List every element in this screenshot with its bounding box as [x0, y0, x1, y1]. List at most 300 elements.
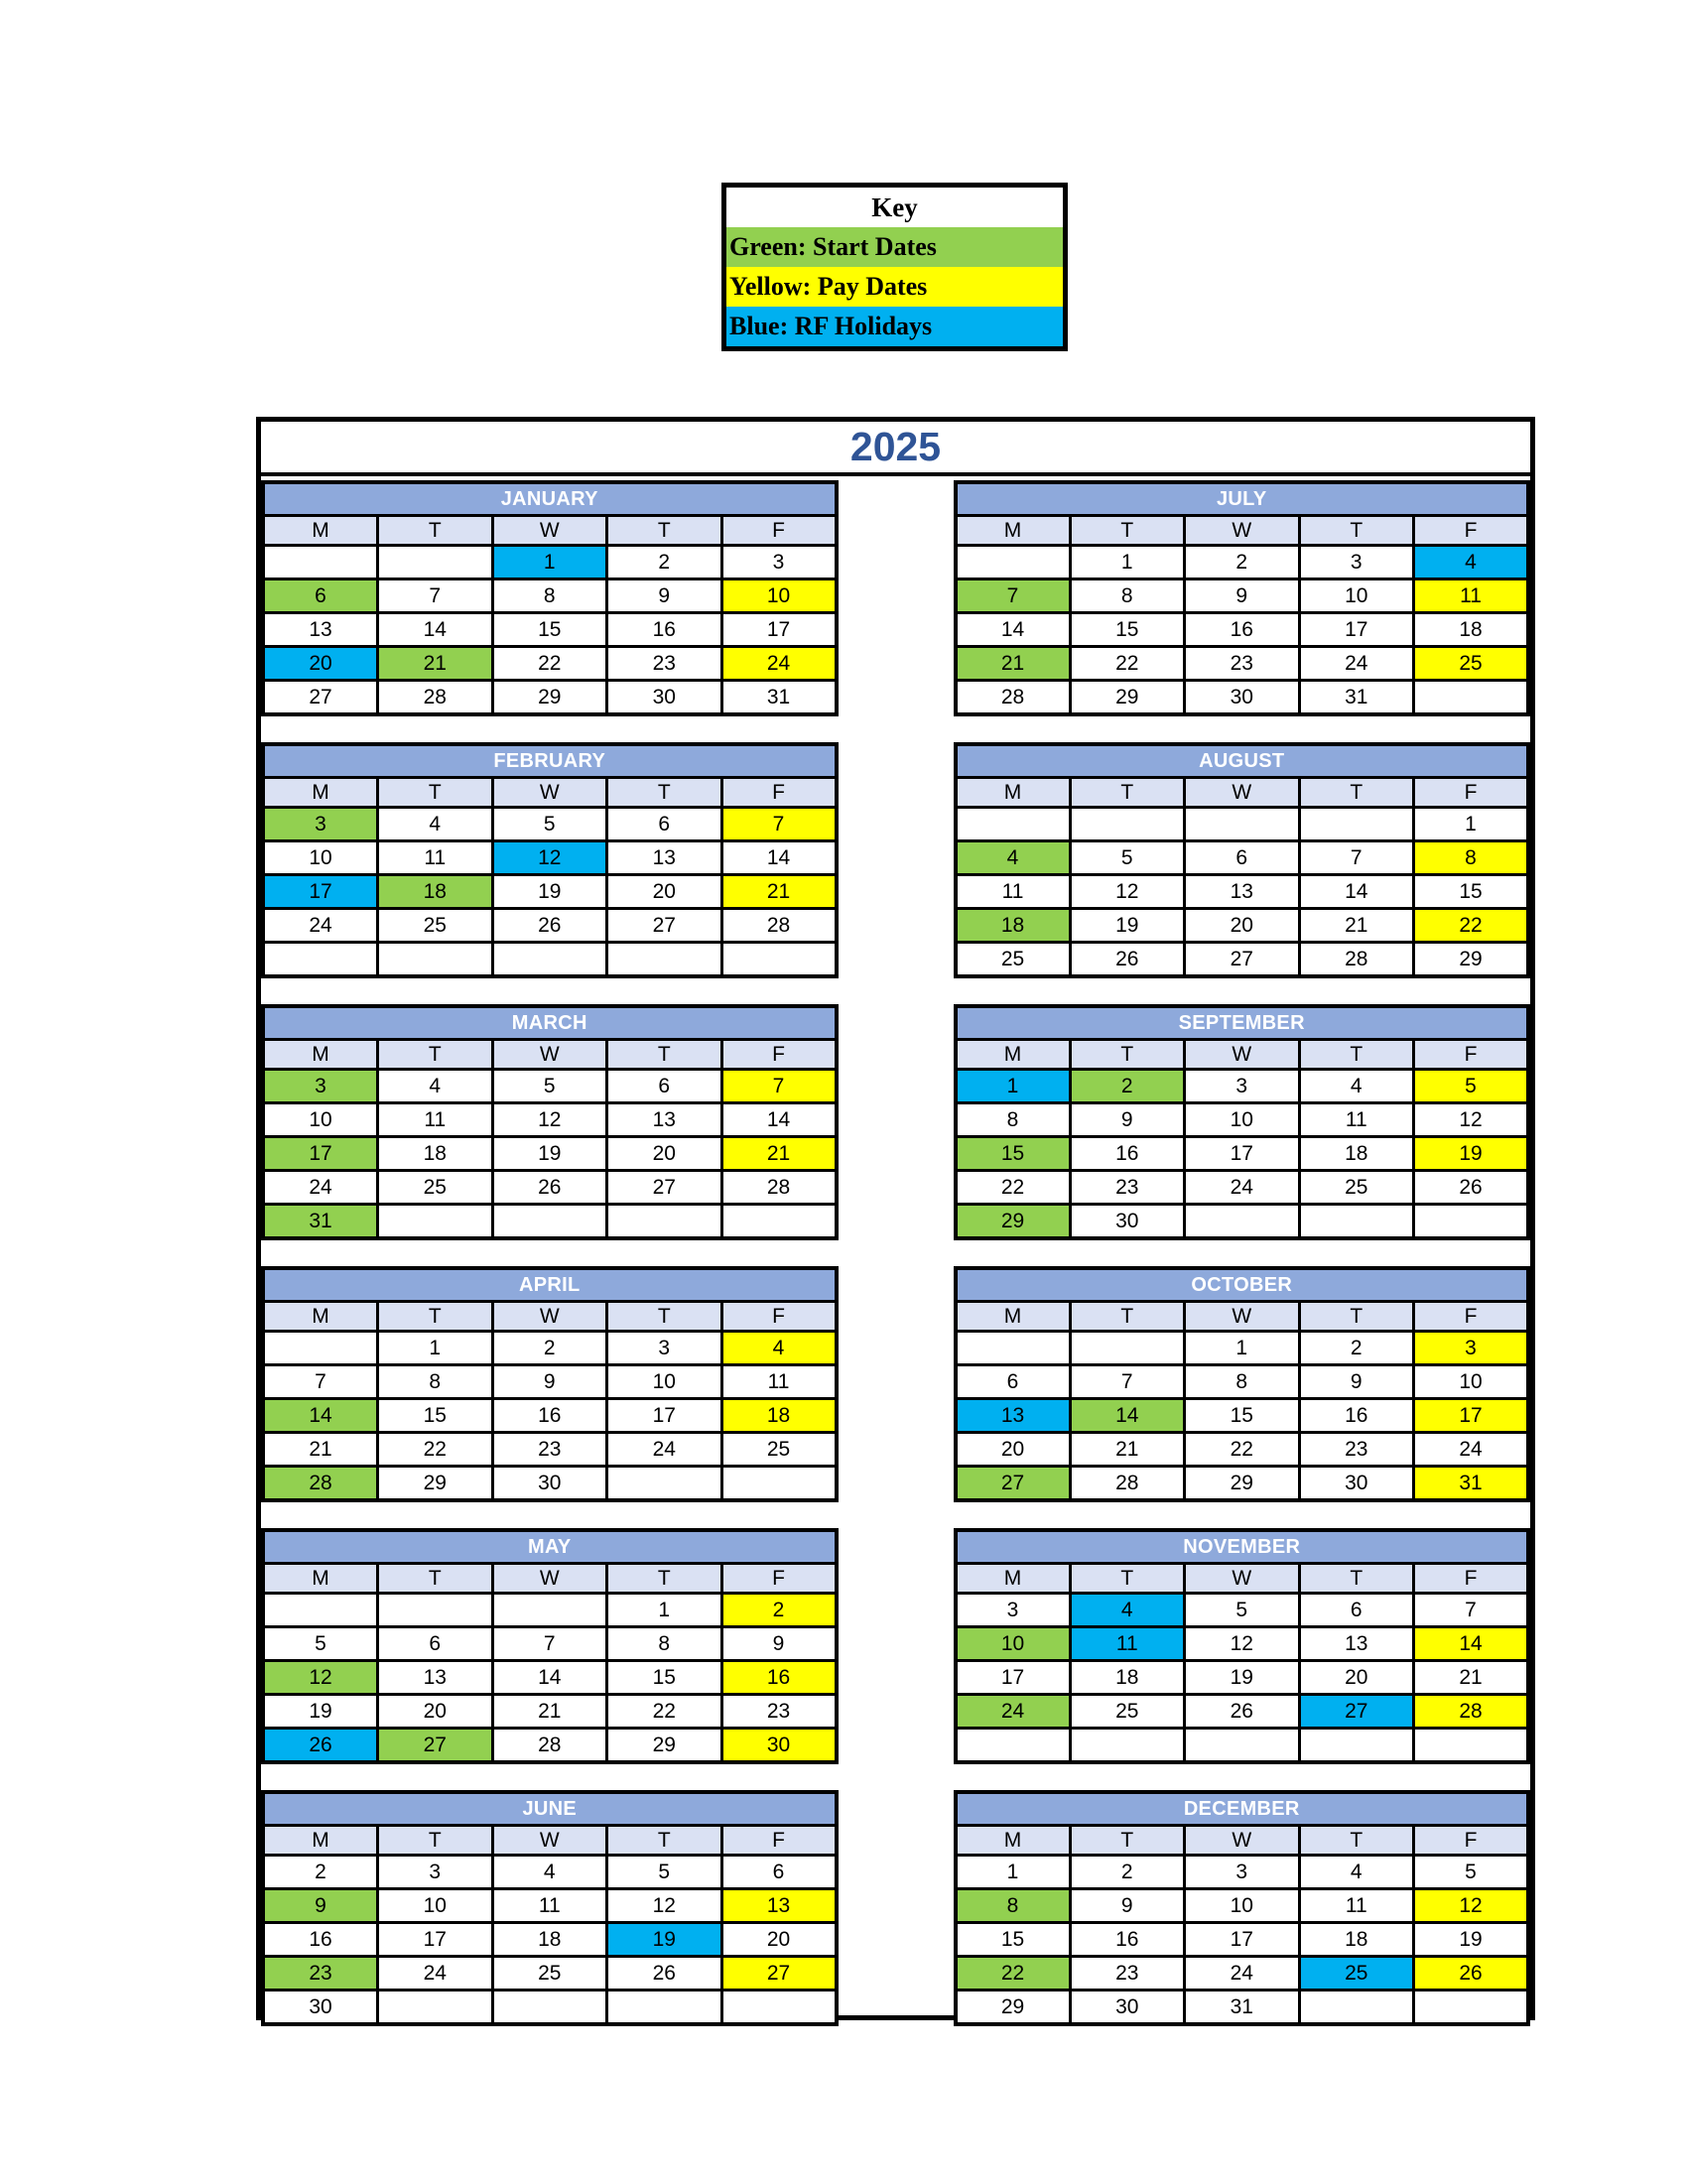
date-cell: 23 — [1070, 1957, 1185, 1991]
date-cell: 11 — [492, 1889, 607, 1923]
date-cell: 4 — [1414, 546, 1529, 579]
date-cell: 5 — [492, 1070, 607, 1103]
date-cell: 7 — [1299, 841, 1414, 875]
date-cell: 7 — [721, 1070, 837, 1103]
empty-cell — [492, 943, 607, 977]
empty-cell — [956, 808, 1071, 841]
date-cell: 22 — [378, 1433, 493, 1467]
empty-cell — [721, 1991, 837, 2025]
date-cell: 23 — [492, 1433, 607, 1467]
date-cell: 9 — [263, 1889, 378, 1923]
weekday-header: F — [1414, 1826, 1529, 1856]
date-cell: 2 — [1299, 1332, 1414, 1365]
month-title: DECEMBER — [956, 1792, 1529, 1826]
date-cell: 5 — [1185, 1594, 1300, 1627]
date-cell: 16 — [1070, 1923, 1185, 1957]
date-cell: 4 — [1299, 1070, 1414, 1103]
date-cell: 22 — [1414, 909, 1529, 943]
date-cell: 11 — [956, 875, 1071, 909]
empty-cell — [1299, 808, 1414, 841]
date-cell: 30 — [1185, 681, 1300, 715]
weekday-header: W — [1185, 1826, 1300, 1856]
date-cell: 14 — [1414, 1627, 1529, 1661]
month-title: OCTOBER — [956, 1268, 1529, 1302]
date-cell: 8 — [956, 1889, 1071, 1923]
weekday-header: T — [607, 778, 722, 808]
weekday-header: T — [1070, 778, 1185, 808]
date-cell: 28 — [1070, 1467, 1185, 1501]
date-cell: 7 — [1070, 1365, 1185, 1399]
date-cell: 15 — [956, 1923, 1071, 1957]
date-cell: 26 — [1414, 1171, 1529, 1205]
date-cell: 21 — [1414, 1661, 1529, 1695]
date-cell: 12 — [1414, 1103, 1529, 1137]
weekday-header: M — [956, 1826, 1071, 1856]
date-cell: 4 — [956, 841, 1071, 875]
date-cell: 3 — [1299, 546, 1414, 579]
date-cell: 16 — [1185, 613, 1300, 647]
date-cell: 23 — [263, 1957, 378, 1991]
date-cell: 26 — [607, 1957, 722, 1991]
empty-cell — [1070, 1729, 1185, 1763]
date-cell: 28 — [263, 1467, 378, 1501]
date-cell: 21 — [378, 647, 493, 681]
date-cell: 3 — [607, 1332, 722, 1365]
date-cell: 10 — [607, 1365, 722, 1399]
date-cell: 15 — [378, 1399, 493, 1433]
date-cell: 18 — [956, 909, 1071, 943]
date-cell: 12 — [1070, 875, 1185, 909]
date-cell: 29 — [378, 1467, 493, 1501]
date-cell: 10 — [1414, 1365, 1529, 1399]
date-cell: 22 — [492, 647, 607, 681]
date-cell: 20 — [607, 875, 722, 909]
date-cell: 17 — [1185, 1137, 1300, 1171]
empty-cell — [721, 943, 837, 977]
weekday-header: M — [956, 1564, 1071, 1594]
weekday-header: T — [1299, 1302, 1414, 1332]
date-cell: 10 — [263, 1103, 378, 1137]
date-cell: 20 — [1185, 909, 1300, 943]
empty-cell — [721, 1205, 837, 1239]
date-cell: 19 — [1414, 1923, 1529, 1957]
weekday-header: T — [1070, 1826, 1185, 1856]
date-cell: 19 — [1414, 1137, 1529, 1171]
weekday-header: F — [721, 778, 837, 808]
date-cell: 17 — [1299, 613, 1414, 647]
date-cell: 11 — [721, 1365, 837, 1399]
date-cell: 6 — [607, 808, 722, 841]
weekday-header: T — [607, 1302, 722, 1332]
weekday-header: W — [1185, 516, 1300, 546]
date-cell: 13 — [607, 1103, 722, 1137]
date-cell: 2 — [1185, 546, 1300, 579]
date-cell: 10 — [1185, 1103, 1300, 1137]
date-cell: 20 — [378, 1695, 493, 1729]
date-cell: 13 — [378, 1661, 493, 1695]
empty-cell — [607, 1467, 722, 1501]
weekday-header: F — [1414, 516, 1529, 546]
date-cell: 26 — [1185, 1695, 1300, 1729]
month-january — [261, 480, 839, 716]
year-title: 2025 — [261, 422, 1530, 476]
date-cell: 4 — [378, 1070, 493, 1103]
empty-cell — [1414, 681, 1529, 715]
date-cell: 27 — [956, 1467, 1071, 1501]
date-cell: 24 — [1185, 1171, 1300, 1205]
month-title: MAY — [263, 1530, 837, 1564]
weekday-header: F — [721, 1040, 837, 1070]
month-may — [261, 1528, 839, 1764]
date-cell: 11 — [378, 841, 493, 875]
date-cell: 24 — [721, 647, 837, 681]
weekday-header: T — [1070, 516, 1185, 546]
date-cell: 24 — [263, 1171, 378, 1205]
date-cell: 1 — [607, 1594, 722, 1627]
date-cell: 26 — [492, 1171, 607, 1205]
empty-cell — [1414, 1205, 1529, 1239]
month-march — [261, 1004, 839, 1240]
date-cell: 22 — [607, 1695, 722, 1729]
date-cell: 23 — [1070, 1171, 1185, 1205]
date-cell: 4 — [721, 1332, 837, 1365]
date-cell: 10 — [721, 579, 837, 613]
date-cell: 12 — [492, 1103, 607, 1137]
date-cell: 30 — [1299, 1467, 1414, 1501]
date-cell: 9 — [1185, 579, 1300, 613]
date-cell: 16 — [263, 1923, 378, 1957]
weekday-header: W — [492, 778, 607, 808]
date-cell: 10 — [956, 1627, 1071, 1661]
date-cell: 9 — [721, 1627, 837, 1661]
date-cell: 26 — [492, 909, 607, 943]
weekday-header: W — [492, 1564, 607, 1594]
empty-cell — [263, 1332, 378, 1365]
date-cell: 14 — [263, 1399, 378, 1433]
date-cell: 2 — [607, 546, 722, 579]
weekday-header: M — [263, 1040, 378, 1070]
date-cell: 27 — [1185, 943, 1300, 977]
weekday-header: T — [378, 778, 493, 808]
weekday-header: F — [1414, 1564, 1529, 1594]
weekday-header: T — [378, 1826, 493, 1856]
date-cell: 6 — [956, 1365, 1071, 1399]
date-cell: 25 — [1414, 647, 1529, 681]
date-cell: 27 — [607, 909, 722, 943]
date-cell: 15 — [956, 1137, 1071, 1171]
weekday-header: M — [956, 778, 1071, 808]
date-cell: 31 — [1414, 1467, 1529, 1501]
date-cell: 29 — [1070, 681, 1185, 715]
empty-cell — [607, 1205, 722, 1239]
date-cell: 11 — [378, 1103, 493, 1137]
date-cell: 29 — [607, 1729, 722, 1763]
date-cell: 10 — [378, 1889, 493, 1923]
weekday-header: T — [1299, 516, 1414, 546]
weekday-header: F — [1414, 1302, 1529, 1332]
date-cell: 19 — [1070, 909, 1185, 943]
date-cell: 8 — [378, 1365, 493, 1399]
date-cell: 25 — [721, 1433, 837, 1467]
date-cell: 17 — [1414, 1399, 1529, 1433]
date-cell: 26 — [1414, 1957, 1529, 1991]
date-cell: 14 — [956, 613, 1071, 647]
date-cell: 30 — [1070, 1205, 1185, 1239]
weekday-header: M — [263, 1564, 378, 1594]
date-cell: 1 — [1070, 546, 1185, 579]
date-cell: 24 — [378, 1957, 493, 1991]
date-cell: 20 — [956, 1433, 1071, 1467]
date-cell: 22 — [1070, 647, 1185, 681]
weekday-header: T — [607, 1040, 722, 1070]
weekday-header: F — [721, 1826, 837, 1856]
empty-cell — [1185, 1205, 1300, 1239]
weekday-header: M — [263, 516, 378, 546]
empty-cell — [378, 1594, 493, 1627]
date-cell: 6 — [263, 579, 378, 613]
weekday-header: M — [956, 516, 1071, 546]
date-cell: 18 — [1414, 613, 1529, 647]
weekday-header: F — [721, 516, 837, 546]
date-cell: 9 — [492, 1365, 607, 1399]
date-cell: 8 — [492, 579, 607, 613]
date-cell: 27 — [721, 1957, 837, 1991]
date-cell: 19 — [492, 875, 607, 909]
weekday-header: M — [263, 778, 378, 808]
date-cell: 3 — [263, 1070, 378, 1103]
weekday-header: M — [263, 1302, 378, 1332]
date-cell: 12 — [1185, 1627, 1300, 1661]
empty-cell — [492, 1205, 607, 1239]
date-cell: 22 — [956, 1171, 1071, 1205]
month-february — [261, 742, 839, 978]
month-december — [954, 1790, 1531, 2026]
date-cell: 6 — [1185, 841, 1300, 875]
date-cell: 5 — [1414, 1070, 1529, 1103]
date-cell: 3 — [721, 546, 837, 579]
date-cell: 29 — [956, 1991, 1071, 2025]
weekday-header: M — [263, 1826, 378, 1856]
date-cell: 1 — [1185, 1332, 1300, 1365]
weekday-header: T — [607, 516, 722, 546]
date-cell: 27 — [378, 1729, 493, 1763]
legend-row-start-dates — [726, 227, 1063, 267]
date-cell: 25 — [378, 1171, 493, 1205]
weekday-header: T — [378, 516, 493, 546]
date-cell: 6 — [1299, 1594, 1414, 1627]
date-cell: 15 — [492, 613, 607, 647]
date-cell: 30 — [492, 1467, 607, 1501]
date-cell: 22 — [956, 1957, 1071, 1991]
date-cell: 31 — [1299, 681, 1414, 715]
date-cell: 10 — [263, 841, 378, 875]
date-cell: 16 — [1299, 1399, 1414, 1433]
date-cell: 4 — [1299, 1856, 1414, 1889]
date-cell: 9 — [607, 579, 722, 613]
date-cell: 18 — [378, 1137, 493, 1171]
weekday-header: T — [1299, 1564, 1414, 1594]
date-cell: 10 — [1299, 579, 1414, 613]
date-cell: 21 — [263, 1433, 378, 1467]
date-cell: 8 — [956, 1103, 1071, 1137]
date-cell: 9 — [1070, 1103, 1185, 1137]
weekday-header: F — [721, 1302, 837, 1332]
weekday-header: F — [721, 1564, 837, 1594]
empty-cell — [1299, 1205, 1414, 1239]
date-cell: 15 — [1185, 1399, 1300, 1433]
date-cell: 9 — [1299, 1365, 1414, 1399]
date-cell: 15 — [607, 1661, 722, 1695]
empty-cell — [378, 1991, 493, 2025]
date-cell: 3 — [1185, 1070, 1300, 1103]
date-cell: 19 — [492, 1137, 607, 1171]
date-cell: 17 — [263, 875, 378, 909]
date-cell: 29 — [1185, 1467, 1300, 1501]
date-cell: 25 — [1299, 1171, 1414, 1205]
date-cell: 21 — [492, 1695, 607, 1729]
calendar-sheet — [256, 417, 1535, 2020]
weekday-header: W — [1185, 1040, 1300, 1070]
date-cell: 16 — [492, 1399, 607, 1433]
date-cell: 15 — [1414, 875, 1529, 909]
date-cell: 25 — [1299, 1957, 1414, 1991]
empty-cell — [1070, 1332, 1185, 1365]
date-cell: 19 — [1185, 1661, 1300, 1695]
legend-label-rf-holidays: Blue: RF Holidays — [729, 312, 933, 340]
date-cell: 11 — [1299, 1103, 1414, 1137]
date-cell: 1 — [956, 1070, 1071, 1103]
date-cell: 7 — [263, 1365, 378, 1399]
date-cell: 27 — [1299, 1695, 1414, 1729]
date-cell: 12 — [1414, 1889, 1529, 1923]
date-cell: 18 — [1070, 1661, 1185, 1695]
month-title: NOVEMBER — [956, 1530, 1529, 1564]
weekday-header: W — [1185, 1564, 1300, 1594]
empty-cell — [263, 1594, 378, 1627]
date-cell: 17 — [607, 1399, 722, 1433]
date-cell: 10 — [1185, 1889, 1300, 1923]
empty-cell — [607, 943, 722, 977]
month-title: JULY — [956, 482, 1529, 516]
empty-cell — [492, 1594, 607, 1627]
date-cell: 27 — [607, 1171, 722, 1205]
date-cell: 7 — [1414, 1594, 1529, 1627]
date-cell: 2 — [721, 1594, 837, 1627]
month-title: MARCH — [263, 1006, 837, 1040]
date-cell: 7 — [492, 1627, 607, 1661]
month-august — [954, 742, 1531, 978]
empty-cell — [956, 1729, 1071, 1763]
date-cell: 17 — [263, 1137, 378, 1171]
date-cell: 16 — [607, 613, 722, 647]
legend-label-pay-dates: Yellow: Pay Dates — [729, 272, 928, 301]
date-cell: 24 — [956, 1695, 1071, 1729]
date-cell: 16 — [721, 1661, 837, 1695]
date-cell: 21 — [721, 1137, 837, 1171]
date-cell: 23 — [1299, 1433, 1414, 1467]
date-cell: 1 — [956, 1856, 1071, 1889]
date-cell: 13 — [607, 841, 722, 875]
date-cell: 17 — [378, 1923, 493, 1957]
month-april — [261, 1266, 839, 1502]
empty-cell — [1299, 1729, 1414, 1763]
date-cell: 20 — [607, 1137, 722, 1171]
weekday-header: T — [607, 1564, 722, 1594]
date-cell: 18 — [1299, 1137, 1414, 1171]
date-cell: 11 — [1414, 579, 1529, 613]
date-cell: 18 — [721, 1399, 837, 1433]
date-cell: 21 — [721, 875, 837, 909]
weekday-header: F — [1414, 778, 1529, 808]
date-cell: 1 — [492, 546, 607, 579]
date-cell: 6 — [378, 1627, 493, 1661]
month-september — [954, 1004, 1531, 1240]
date-cell: 2 — [1070, 1856, 1185, 1889]
date-cell: 18 — [378, 875, 493, 909]
date-cell: 16 — [1070, 1137, 1185, 1171]
date-cell: 24 — [1299, 647, 1414, 681]
date-cell: 12 — [263, 1661, 378, 1695]
date-cell: 30 — [1070, 1991, 1185, 2025]
empty-cell — [721, 1467, 837, 1501]
date-cell: 30 — [607, 681, 722, 715]
date-cell: 28 — [378, 681, 493, 715]
date-cell: 14 — [378, 613, 493, 647]
date-cell: 8 — [607, 1627, 722, 1661]
month-title: FEBRUARY — [263, 744, 837, 778]
date-cell: 23 — [1185, 647, 1300, 681]
date-cell: 13 — [956, 1399, 1071, 1433]
date-cell: 17 — [956, 1661, 1071, 1695]
date-cell: 17 — [721, 613, 837, 647]
date-cell: 23 — [721, 1695, 837, 1729]
date-cell: 3 — [1414, 1332, 1529, 1365]
date-cell: 21 — [956, 647, 1071, 681]
weekday-header: M — [956, 1040, 1071, 1070]
date-cell: 7 — [378, 579, 493, 613]
date-cell: 26 — [263, 1729, 378, 1763]
legend-row-pay-dates — [726, 267, 1063, 307]
weekday-header: T — [1070, 1302, 1185, 1332]
weekday-header: T — [1299, 1826, 1414, 1856]
date-cell: 25 — [956, 943, 1071, 977]
date-cell: 2 — [1070, 1070, 1185, 1103]
date-cell: 14 — [1070, 1399, 1185, 1433]
weekday-header: T — [1299, 778, 1414, 808]
date-cell: 28 — [956, 681, 1071, 715]
month-title: APRIL — [263, 1268, 837, 1302]
empty-cell — [492, 1991, 607, 2025]
legend-title: Key — [871, 192, 918, 222]
weekday-header: W — [492, 1302, 607, 1332]
date-cell: 14 — [721, 841, 837, 875]
date-cell: 26 — [1070, 943, 1185, 977]
date-cell: 8 — [1185, 1365, 1300, 1399]
date-cell: 7 — [721, 808, 837, 841]
weekday-header: T — [1070, 1564, 1185, 1594]
date-cell: 2 — [492, 1332, 607, 1365]
date-cell: 20 — [1299, 1661, 1414, 1695]
weekday-header: T — [1299, 1040, 1414, 1070]
legend-box — [721, 183, 1068, 351]
date-cell: 30 — [263, 1991, 378, 2025]
date-cell: 3 — [378, 1856, 493, 1889]
empty-cell — [1414, 1729, 1529, 1763]
date-cell: 18 — [492, 1923, 607, 1957]
weekday-header: W — [492, 1040, 607, 1070]
weekday-header: W — [492, 1826, 607, 1856]
month-july — [954, 480, 1531, 716]
